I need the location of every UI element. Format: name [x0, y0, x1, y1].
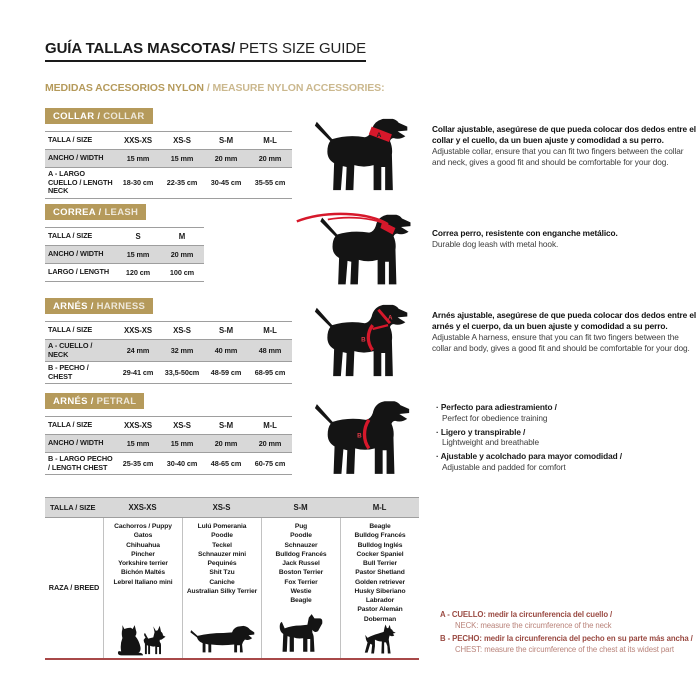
leash-badge	[45, 204, 146, 220]
list-value: 15 mm	[126, 250, 150, 259]
breed-col-xs-s	[182, 518, 261, 658]
list-value: 20 mm	[170, 250, 194, 259]
list-value: 33,5-50cm	[164, 368, 200, 378]
list-value: Pastor Alemán	[357, 606, 403, 614]
list-value: Pastor Shetland	[355, 569, 405, 577]
list-value: Yorkshire terrier	[118, 560, 168, 567]
leash-desc-es: Correa perro, resistente con enganche metálico.	[432, 228, 618, 238]
collar-badge-es: COLLAR /	[53, 111, 101, 122]
petral-badge-en: PETRAL	[96, 396, 137, 407]
neck-row-label: A - LARGO CUELLO / LENGTH NECK	[48, 169, 113, 196]
length-row-values	[116, 264, 204, 281]
harness-badge	[45, 298, 153, 314]
harness-a-marker: A	[388, 314, 393, 322]
petral-chest-row	[45, 453, 292, 475]
neck-row-label: A - CUELLO / NECK	[48, 341, 93, 359]
width-row-values	[116, 435, 292, 452]
list-value: Beagle	[290, 597, 312, 604]
breed-col-s-m	[261, 518, 340, 658]
list-value: Boston Terrier	[278, 569, 324, 577]
size-header-label: TALLA / SIZE	[48, 325, 93, 335]
list-value: 35-55 cm	[254, 178, 286, 188]
page-title	[45, 40, 366, 62]
petral-b-marker: B	[357, 432, 362, 440]
note-a-en: NECK: measure the circumference of the neck	[455, 620, 612, 630]
list-value: M-L	[263, 421, 277, 430]
feature-item	[436, 427, 700, 449]
list-value: Bulldog Francés	[354, 532, 406, 540]
leash-desc-en: Durable dog leash with metal hook.	[432, 239, 559, 250]
list-value: 22-35 cm	[166, 178, 198, 188]
harness-table-header-row	[45, 322, 292, 340]
list-value: M-L	[263, 326, 277, 335]
harness-section	[45, 296, 292, 384]
list-value: Schnauzer	[284, 541, 318, 549]
leash-table	[45, 227, 204, 282]
note-b-es: B - PECHO: medir la circunferencia del pecho en su parte más ancha /	[440, 633, 693, 643]
size-header-label: TALLA / SIZE	[48, 231, 93, 241]
feature-en: Perfect for obedience training	[442, 412, 548, 423]
size-header-label: TALLA / SIZE	[50, 503, 96, 512]
list-value: 15 mm	[126, 439, 150, 448]
breed-list	[184, 522, 260, 596]
list-value: Caniche	[209, 578, 235, 586]
breed-table-body	[45, 518, 419, 658]
feature-es: · Perfecto para adiestramiento /	[436, 402, 700, 413]
breed-list	[105, 522, 181, 587]
width-row-values	[116, 150, 292, 167]
leash-description	[432, 228, 698, 250]
list-value: XS-S	[173, 326, 191, 335]
leash-section	[45, 202, 204, 282]
petral-width-row	[45, 435, 292, 453]
harness-badge-es: ARNÉS /	[53, 301, 94, 312]
list-value: XXS-XS	[124, 136, 152, 145]
list-value: Doberman	[363, 615, 397, 623]
list-value: XXS-XS	[124, 326, 152, 335]
breed-table-header	[45, 498, 419, 518]
petral-badge-es: ARNÉS /	[53, 396, 94, 407]
dog-silhouette	[320, 215, 410, 285]
list-value: Fox Terrier	[284, 578, 318, 586]
feature-en: Lightweight and breathable	[442, 437, 540, 448]
list-value: S-M	[219, 326, 233, 335]
list-value: M-L	[372, 503, 387, 512]
harness-neck-row	[45, 340, 292, 362]
list-value: XS-S	[212, 503, 231, 512]
collar-description	[432, 124, 698, 168]
dog-with-leash-illustration	[294, 210, 418, 291]
list-value: S	[135, 232, 141, 241]
size-header-values	[116, 322, 292, 339]
list-value: XS-S	[173, 136, 191, 145]
list-value: Bulldog Inglés	[357, 541, 403, 549]
petral-badge	[45, 393, 144, 409]
chest-row-label: B - PECHO / CHEST	[48, 363, 89, 381]
width-row-label: ANCHO / WIDTH	[48, 438, 104, 448]
breed-list	[342, 522, 418, 624]
petral-section	[45, 391, 292, 475]
size-header-values	[116, 417, 292, 434]
list-value: S-M	[219, 421, 233, 430]
collar-desc-es: Collar ajustable, asegúrese de que pueda colocar dos dedos entre el collar y el cuello, da un buen ajuste y comodidad a su perro.	[432, 124, 696, 146]
list-value: M-L	[263, 136, 277, 145]
list-value: 15 mm	[126, 154, 150, 163]
collar-badge-en: COLLAR	[103, 111, 145, 122]
leash-length-row	[45, 264, 204, 282]
list-value: Gatos	[133, 532, 153, 540]
feature-es: · Ajustable y acolchado para mayor comodidad /	[436, 451, 700, 462]
list-value: 29-41 cm	[122, 368, 154, 378]
list-value: Pequinés	[207, 560, 237, 567]
list-value: 40 mm	[214, 346, 238, 356]
feature-en: Adjustable and padded for comfort	[442, 461, 566, 472]
petral-table	[45, 416, 292, 475]
chest-row-values	[116, 453, 292, 474]
feature-es: · Ligero y transpirable /	[436, 427, 700, 438]
harness-chest-row	[45, 362, 292, 384]
list-value: 120 cm	[125, 268, 151, 277]
collar-table-header-row	[45, 132, 292, 150]
list-value: Shit Tzu	[209, 569, 235, 577]
size-header-values	[116, 132, 292, 149]
list-value: Jack Russel	[282, 560, 320, 567]
list-value: 48-65 cm	[210, 459, 242, 469]
list-value: Bulldog Francés	[275, 550, 327, 558]
size-header-values	[103, 503, 419, 512]
title-english: PETS SIZE GUIDE	[239, 40, 366, 57]
list-value: Poodle	[211, 532, 233, 540]
list-value: S-M	[293, 503, 308, 512]
list-value: Cachorros / Puppy	[114, 523, 172, 530]
list-value: Poodle	[290, 532, 312, 540]
list-value: 100 cm	[169, 268, 195, 277]
list-value: Australian Silky Terrier	[186, 587, 258, 595]
list-value: M	[178, 232, 186, 241]
collar-width-row	[45, 150, 292, 168]
doberman-silhouette	[350, 624, 410, 656]
chest-row-values	[116, 362, 292, 383]
list-value: Schnauzer mini	[197, 550, 247, 558]
width-row-values	[116, 246, 204, 263]
petral-table-header-row	[45, 417, 292, 435]
chest-row-label: B - LARGO PECHO / LENGTH CHEST	[48, 454, 113, 472]
feature-item	[436, 451, 700, 473]
list-value: Beagle	[369, 523, 391, 530]
list-value: Pincher	[131, 550, 155, 558]
list-value: 48 mm	[258, 346, 282, 356]
list-value: 20 mm	[214, 154, 238, 163]
list-value: 20 mm	[214, 439, 238, 448]
collar-table	[45, 131, 292, 199]
list-value: 24 mm	[126, 346, 150, 356]
breed-col-xxs-xs	[103, 518, 182, 658]
size-header-values	[116, 228, 204, 245]
breed-row-label: RAZA / BREED	[48, 583, 100, 593]
red-leash-line	[297, 214, 388, 224]
neck-row-values	[116, 340, 292, 361]
list-value: Bull Terrier	[363, 560, 397, 567]
list-value: 20 mm	[258, 154, 282, 163]
schnauzer-silhouette	[273, 612, 329, 656]
dog-with-collar-illustration	[311, 114, 415, 197]
breed-list	[263, 522, 339, 605]
collar-a-marker: A	[376, 132, 382, 140]
length-row-label: LARGO / LENGTH	[48, 267, 110, 277]
dog-silhouette	[315, 401, 409, 474]
harness-table	[45, 321, 292, 384]
size-header-label: TALLA / SIZE	[48, 420, 93, 430]
leash-badge-en: LEASH	[104, 207, 139, 218]
list-value: Husky Siberiano	[354, 587, 406, 595]
collar-section	[45, 106, 292, 199]
breed-size-table	[45, 497, 419, 660]
list-value: Bichón Maltés	[120, 569, 166, 577]
list-value: XXS-XS	[128, 503, 157, 512]
dachshund-silhouette	[185, 623, 259, 656]
neck-row-values	[116, 168, 292, 198]
list-value: Golden retriever	[354, 578, 406, 586]
list-value: 25-35 cm	[122, 459, 154, 469]
dog-with-petral-illustration	[311, 396, 417, 481]
list-value: Labrador	[365, 597, 395, 604]
width-row-label: ANCHO / WIDTH	[48, 249, 104, 259]
size-header-label: TALLA / SIZE	[48, 135, 93, 145]
collar-desc-en: Adjustable collar, ensure that you can fit two fingers between the collar and neck, gives a good fit and should be comfortable for your dog.	[432, 146, 684, 168]
list-value: S-M	[219, 136, 233, 145]
list-value: XS-S	[173, 421, 191, 430]
list-value: 60-75 cm	[254, 459, 286, 469]
subtitle-spanish: MEDIDAS ACCESORIOS NYLON	[45, 82, 204, 94]
list-value: Chihuahua	[126, 541, 160, 549]
list-value: 30-45 cm	[210, 178, 242, 188]
list-value: XXS-XS	[124, 421, 152, 430]
list-value: Westie	[290, 587, 312, 595]
harness-badge-en: HARNESS	[96, 301, 146, 312]
leash-table-header-row	[45, 228, 204, 246]
list-value: 18-30 cm	[122, 178, 154, 188]
page-subtitle	[45, 82, 384, 94]
subtitle-english: / MEASURE NYLON ACCESSORIES:	[206, 82, 385, 94]
note-a-es: A - CUELLO: medir la circunferencia del cuello /	[440, 610, 613, 619]
list-value: 68-95 cm	[254, 368, 286, 378]
collar-neck-row	[45, 168, 292, 199]
list-value: Cocker Spaniel	[356, 550, 404, 558]
dog-with-harness-illustration	[311, 300, 415, 383]
harness-desc-en: Adjustable A harness, ensure that you can fit two fingers between the collar and body, gives a good fit and should be comfortable for your dog.	[432, 332, 690, 354]
dog-silhouette	[315, 119, 407, 190]
list-value: 15 mm	[170, 154, 194, 163]
petral-feature-list	[436, 402, 700, 476]
harness-description	[432, 310, 698, 354]
note-b-en: CHEST: measure the circumference of the chest at its widest part	[455, 644, 674, 654]
harness-b-marker: B	[361, 336, 366, 344]
collar-badge	[45, 108, 153, 124]
leash-width-row	[45, 246, 204, 264]
list-value: Teckel	[212, 541, 232, 549]
list-value: Lulú Pomerania	[197, 523, 247, 530]
list-value: 48-59 cm	[210, 368, 242, 378]
cat-and-chihuahua-silhouette	[107, 620, 179, 656]
title-spanish: GUÍA TALLAS MASCOTAS/	[45, 40, 236, 57]
harness-desc-es: Arnés ajustable, asegúrese de que pueda colocar dos dedos entre el arnés y el cuerpo, da un buen ajuste y comodidad a su perro.	[432, 310, 697, 332]
feature-item	[436, 402, 700, 424]
list-value: 32 mm	[170, 346, 194, 356]
list-value: 20 mm	[258, 439, 282, 448]
width-row-label: ANCHO / WIDTH	[48, 153, 104, 163]
measurement-notes	[440, 610, 696, 658]
list-value: Lebrel Italiano mini	[113, 578, 173, 586]
breed-col-m-l	[340, 518, 419, 658]
list-value: 15 mm	[170, 439, 194, 448]
leash-badge-es: CORREA /	[53, 207, 102, 218]
list-value: 30-40 cm	[166, 459, 198, 469]
list-value: Pug	[294, 523, 308, 530]
